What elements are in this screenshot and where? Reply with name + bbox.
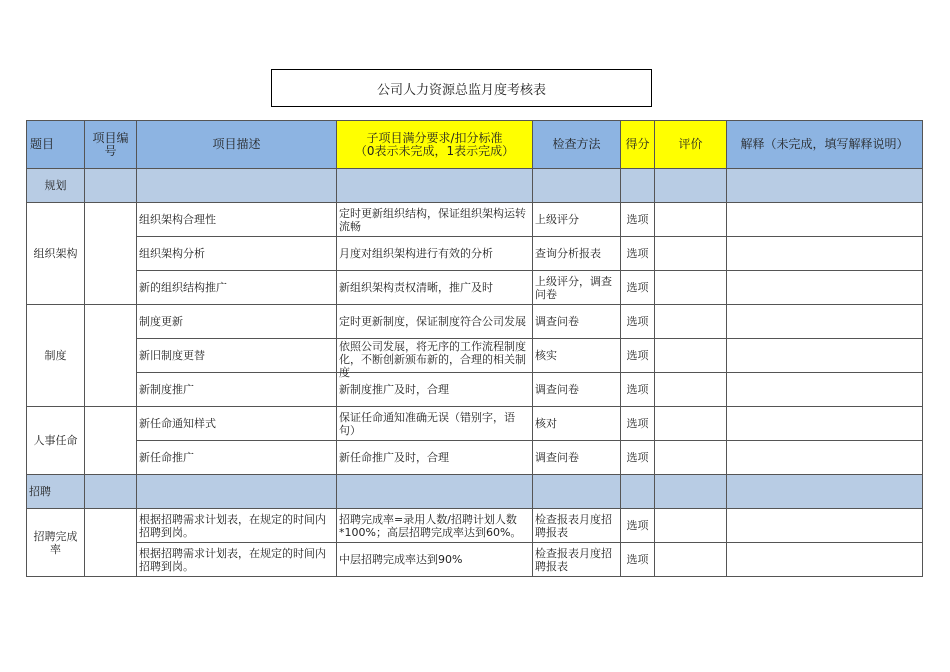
evaluation-cell[interactable]	[655, 271, 727, 305]
evaluation-cell[interactable]	[655, 543, 727, 577]
section-recruit-label[interactable]: 招聘	[27, 475, 85, 509]
evaluation-cell[interactable]	[655, 441, 727, 475]
cell[interactable]	[533, 169, 621, 203]
explanation-cell[interactable]	[727, 237, 923, 271]
row-method-text: 检查报表月度招聘报表	[535, 546, 612, 573]
row-standard-text: 新制度推广及时，合理	[339, 383, 449, 396]
explanation-cell[interactable]	[727, 305, 923, 339]
cell[interactable]	[337, 169, 533, 203]
group-recruit-rate[interactable]: 招聘完成率	[27, 509, 85, 577]
row-description[interactable]: 新任命通知样式	[137, 407, 337, 441]
row-standard[interactable]	[337, 271, 533, 305]
row-standard[interactable]	[337, 543, 533, 577]
assessment-table	[26, 120, 923, 577]
row-method[interactable]: 上级评分	[533, 203, 621, 237]
cell[interactable]	[85, 475, 137, 509]
cell[interactable]	[137, 475, 337, 509]
row-description-text: 根据招聘需求计划表，在规定的时间内招聘到岗。	[139, 546, 326, 573]
row-method[interactable]: 核实	[533, 339, 621, 373]
row-standard[interactable]	[337, 407, 533, 441]
header-standard-line1: 子项目满分要求/扣分标准	[366, 130, 503, 145]
row-method[interactable]: 调查问卷	[533, 373, 621, 407]
table-row	[27, 407, 923, 441]
explanation-cell[interactable]	[727, 373, 923, 407]
cell[interactable]	[727, 475, 923, 509]
row-method[interactable]: 核对	[533, 407, 621, 441]
header-description[interactable]: 项目描述	[137, 121, 337, 169]
table-row	[27, 339, 923, 373]
table-row	[27, 373, 923, 407]
group-appoint[interactable]: 人事任命	[27, 407, 85, 475]
header-method[interactable]: 检查方法	[533, 121, 621, 169]
cell[interactable]	[621, 475, 655, 509]
row-standard[interactable]	[337, 373, 533, 407]
row-description[interactable]: 新的组织结构推广	[137, 271, 337, 305]
header-standard-line2: （0表示未完成，1表示完成）	[354, 143, 515, 158]
row-description-text: 根据招聘需求计划表，在规定的时间内招聘到岗。	[139, 512, 326, 539]
row-description[interactable]: 新旧制度更替	[137, 339, 337, 373]
item-no-cell[interactable]	[85, 407, 137, 475]
section-row-planning	[27, 169, 923, 203]
header-explanation[interactable]: 解释（未完成，填写解释说明）	[727, 121, 923, 169]
score-select[interactable]: 选项	[621, 237, 655, 271]
section-planning-label[interactable]: 规划	[27, 169, 85, 203]
explanation-cell[interactable]	[727, 509, 923, 543]
cell[interactable]	[337, 475, 533, 509]
evaluation-cell[interactable]	[655, 237, 727, 271]
explanation-cell[interactable]	[727, 441, 923, 475]
score-select[interactable]: 选项	[621, 441, 655, 475]
item-no-cell[interactable]	[85, 305, 137, 407]
score-select[interactable]: 选项	[621, 509, 655, 543]
table-row	[27, 543, 923, 577]
row-standard-text: 定时更新制度，保证制度符合公司发展	[339, 315, 526, 328]
explanation-cell[interactable]	[727, 407, 923, 441]
score-select[interactable]: 选项	[621, 271, 655, 305]
evaluation-cell[interactable]	[655, 203, 727, 237]
sheet-title: 公司人力资源总监月度考核表	[271, 69, 652, 107]
evaluation-cell[interactable]	[655, 373, 727, 407]
item-no-cell[interactable]	[85, 509, 137, 577]
evaluation-cell[interactable]	[655, 509, 727, 543]
row-standard-text: 新组织架构责权清晰，推广及时	[339, 281, 493, 294]
table-row	[27, 237, 923, 271]
header-row	[27, 121, 923, 169]
row-description[interactable]: 制度更新	[137, 305, 337, 339]
row-standard[interactable]	[337, 203, 533, 237]
row-method[interactable]: 调查问卷	[533, 305, 621, 339]
row-description[interactable]: 组织架构分析	[137, 237, 337, 271]
row-standard-text: 依照公司发展，将无序的工作流程制度化，不断创新颁布新的，合理的相关制度	[339, 339, 526, 379]
table-row	[27, 441, 923, 475]
score-select[interactable]: 选项	[621, 339, 655, 373]
row-standard-text: 新任命推广及时，合理	[339, 451, 449, 464]
score-select[interactable]: 选项	[621, 543, 655, 577]
row-standard-text: 保证任命通知准确无误（错别字，语句）	[339, 410, 515, 437]
table-row	[27, 271, 923, 305]
score-select[interactable]: 选项	[621, 373, 655, 407]
section-row-recruit	[27, 475, 923, 509]
explanation-cell[interactable]	[727, 339, 923, 373]
header-evaluation[interactable]: 评价	[655, 121, 727, 169]
row-method[interactable]: 上级评分，调查问卷	[533, 271, 621, 305]
row-description[interactable]: 组织架构合理性	[137, 203, 337, 237]
row-description[interactable]	[137, 509, 337, 543]
score-select[interactable]: 选项	[621, 305, 655, 339]
row-standard[interactable]	[337, 237, 533, 271]
cell[interactable]	[655, 475, 727, 509]
cell[interactable]	[137, 169, 337, 203]
row-standard[interactable]	[337, 441, 533, 475]
row-method[interactable]: 查询分析报表	[533, 237, 621, 271]
group-policy[interactable]: 制度	[27, 305, 85, 407]
table-row	[27, 203, 923, 237]
evaluation-cell[interactable]	[655, 339, 727, 373]
score-select[interactable]: 选项	[621, 203, 655, 237]
header-standard[interactable]	[337, 121, 533, 169]
table-row	[27, 305, 923, 339]
explanation-cell[interactable]	[727, 203, 923, 237]
row-standard[interactable]	[337, 339, 533, 379]
explanation-cell[interactable]	[727, 543, 923, 577]
evaluation-cell[interactable]	[655, 305, 727, 339]
explanation-cell[interactable]	[727, 271, 923, 305]
cell[interactable]	[533, 475, 621, 509]
cell[interactable]	[621, 169, 655, 203]
row-standard-text: 月度对组织架构进行有效的分析	[339, 247, 493, 260]
item-no-cell[interactable]	[85, 203, 137, 305]
cell[interactable]	[85, 169, 137, 203]
evaluation-cell[interactable]	[655, 407, 727, 441]
row-standard-text: 定时更新组织结构，保证组织架构运转流畅	[339, 206, 526, 233]
header-score[interactable]: 得分	[621, 121, 655, 169]
header-topic[interactable]: 题目	[27, 121, 85, 169]
row-description[interactable]: 新制度推广	[137, 373, 337, 407]
header-item-no[interactable]: 项目编号	[85, 121, 137, 169]
row-standard[interactable]	[337, 305, 533, 339]
row-standard-text: 中层招聘完成率达到90%	[339, 553, 463, 566]
row-standard[interactable]	[337, 509, 533, 543]
table-row	[27, 509, 923, 543]
group-org[interactable]: 组织架构	[27, 203, 85, 305]
row-method[interactable]: 调查问卷	[533, 441, 621, 475]
row-method-text: 检查报表月度招聘报表	[535, 512, 612, 539]
row-method[interactable]	[533, 543, 621, 577]
score-select[interactable]: 选项	[621, 407, 655, 441]
row-method[interactable]	[533, 509, 621, 543]
row-standard-text: 招聘完成率=录用人数/招聘计划人数*100%；高层招聘完成率达到60%。	[339, 512, 522, 539]
row-description[interactable]	[137, 543, 337, 577]
cell[interactable]	[727, 169, 923, 203]
cell[interactable]	[655, 169, 727, 203]
row-description[interactable]: 新任命推广	[137, 441, 337, 475]
